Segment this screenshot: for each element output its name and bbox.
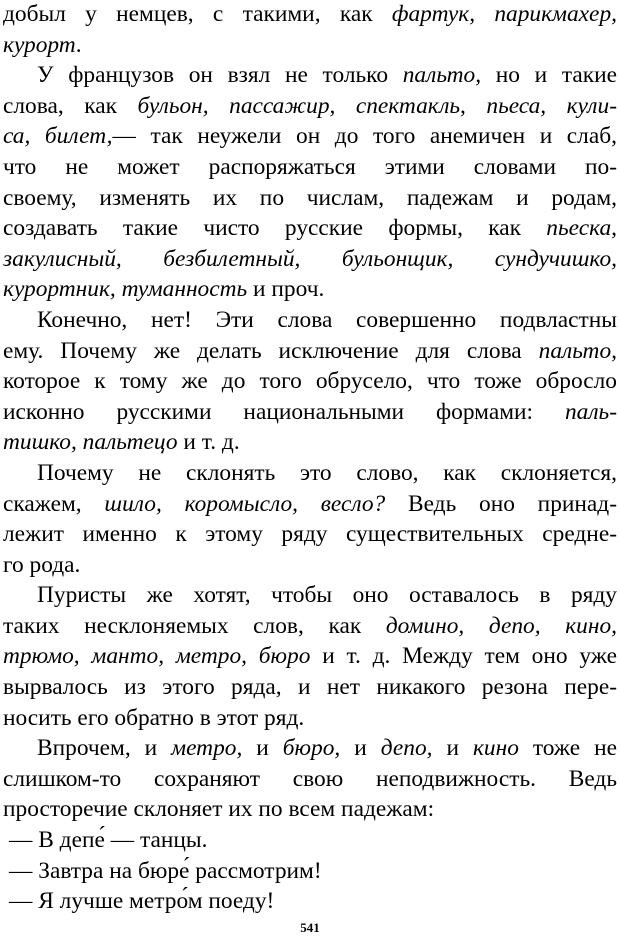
text-line: носить его обратно в этот ряд. bbox=[3, 704, 305, 731]
text-line: скажем, шило, коромысло, весло? Ведь оно принад- bbox=[3, 490, 617, 517]
text-line: курортник, туманность и проч. bbox=[3, 276, 325, 303]
text-line: которое к тому же до того обрусело, что тоже обросло bbox=[3, 368, 617, 395]
page-number: 541 bbox=[300, 920, 320, 935]
text-line: создавать такие чисто русские формы, как пьеска, bbox=[3, 215, 617, 242]
paragraph-start: Пуристы же хотят, чтобы оно оставалось в ряду bbox=[37, 582, 617, 609]
paragraph-start: Почему не склонять это слово, как склоняется, bbox=[37, 459, 617, 486]
text-line: го рода. bbox=[3, 551, 81, 578]
text-line: что не может распоряжаться этими словами по- bbox=[3, 153, 617, 180]
paragraph-start: У французов он взял не только пальто, но и такие bbox=[37, 62, 617, 89]
text-line: са, билет,— так неужели он до того анемичен и слаб, bbox=[3, 123, 617, 150]
text-line: добыл у немцев, с такими, как фартук, парикмахер, bbox=[3, 1, 617, 27]
text-line: курорт. bbox=[3, 31, 82, 58]
dialogue-line: — Завтра на бюре́ рассмотрим! bbox=[9, 857, 322, 884]
text-line: трюмо, манто, метро, бюро и т. д. Между тем оно уже bbox=[3, 643, 617, 670]
text-line: закулисный, безбилетный, бульонщик, сундучишко, bbox=[3, 245, 617, 272]
dialogue-line: — Я лучше метро́м поеду! bbox=[9, 888, 275, 915]
book-page bbox=[3, 0, 617, 917]
text-line: своему, изменять их по числам, падежам и родам, bbox=[3, 184, 617, 211]
paragraph-start: Впрочем, и метро, и бюро, и депо, и кино тоже не bbox=[37, 735, 618, 762]
text-line: ему. Почему же делать исключение для слова пальто, bbox=[3, 337, 617, 364]
dialogue-line: — В депе́ — танцы. bbox=[9, 827, 208, 854]
text-line: просторечие склоняет их по всем падежам: bbox=[3, 796, 435, 823]
text-line: вырвалось из этого ряда, и нет никакого резона пере- bbox=[3, 674, 617, 701]
text-line: таких несклоняемых слов, как домино, депо, кино, bbox=[3, 612, 617, 639]
text-line: слишком-то сохраняют свою неподвижность. Ведь bbox=[3, 765, 617, 792]
text-line: исконно русскими национальными формами: паль- bbox=[3, 398, 617, 425]
text-line: слова, как бульон, пассажир, спектакль, пьеса, кули- bbox=[3, 92, 617, 119]
text-line: тишко, пальтецо и т. д. bbox=[3, 429, 240, 456]
text-line: лежит именно к этому ряду существительных средне- bbox=[3, 521, 617, 548]
paragraph-start: Конечно, нет! Эти слова совершенно подвластны bbox=[37, 306, 617, 333]
